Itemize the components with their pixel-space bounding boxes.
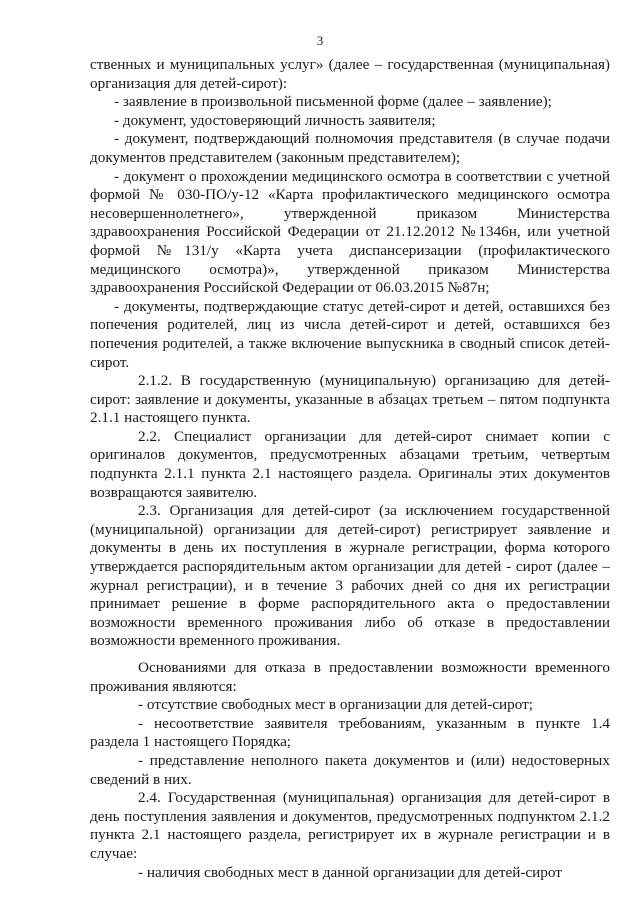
paragraph: 2.1.2. В государственную (муниципальную) организацию для детей-сирот: заявление и документы, указанные в абзацах третьем – пятом подпункта 2.1.1 настоящего пункта. xyxy=(90,372,610,427)
document-body xyxy=(90,56,610,882)
paragraph: - наличия свободных мест в данной организации для детей-сирот xyxy=(138,863,562,881)
paragraph: - документы, подтверждающие статус детей-сирот и детей, оставшихся без попечения родителей, лиц из числа детей-сирот и детей, оставшихся без попечения родителей, а также включение выпускника в сводный список детей-сирот. xyxy=(90,297,610,371)
paragraph: 2.3. Организация для детей-сирот (за исключением государственной (муниципальной) организации для детей-сирот) регистрирует заявление и документы в день их поступления в журнале регистрации, форма которого утверждается распорядительным актом организации для детей - сирот (далее – журнал регистрации), и в течение 3 рабочих дней со дня их регистрации принимает решение в форме распорядительного акта о предоставлении возможности временного проживания либо об отказе в предоставлении возможности временного проживания. xyxy=(90,502,610,650)
paragraph: - документ, подтверждающий полномочия представителя (в случае подачи документов представителем (законным представителем); xyxy=(90,130,610,166)
paragraph: ственных и муниципальных услуг» (далее – государственная (муниципальная) организация для детей-сирот): xyxy=(90,56,610,92)
page-number: 3 xyxy=(316,33,324,48)
paragraph: - заявление в произвольной письменной форме (далее – заявление); xyxy=(114,93,552,111)
paragraph: - отсутствие свободных мест в организации для детей-сирот; xyxy=(138,696,534,714)
paragraph: - несоответствие заявителя требованиям, указанным в пункте 1.4 раздела 1 настоящего Порядка; xyxy=(90,714,610,751)
paragraph: 2.2. Специалист организации для детей-сирот снимает копии с оригиналов документов, предусмотренных абзацами третьим, четвертым подпункта 2.1.1 пункта 2.1 настоящего раздела. Оригиналы этих документов возвращаются заявителю. xyxy=(90,427,610,501)
paragraph: 2.4. Государственная (муниципальная) организация для детей-сирот в день поступления заявления и документов, предусмотренных подпунктом 2.1.2 пункта 2.1 настоящего раздела, регистрирует их в журнале регистрации и в случае: xyxy=(90,789,610,862)
paragraph: - документ, удостоверяющий личность заявителя; xyxy=(114,111,436,129)
paragraph: - документ о прохождении медицинского осмотра в соответствии с учетной формой № 030-ПО/у-12 «Карта профилактического медицинского осмотра несовершеннолетнего», утвержденной приказом Министерства здравоохранения Российской Федерации от 21.12.2012 №1346н, или учетной формой №131/у «Карта учета диспансеризации (профилактического медицинского осмотра)», утвержденной приказом Министерства здравоохранения Российской Федерации от 06.03.2015 №87н; xyxy=(90,167,610,297)
paragraph: - представление неполного пакета документов и (или) недостоверных сведений в них. xyxy=(90,751,610,788)
paragraph: Основаниями для отказа в предоставлении возможности временного проживания являются: xyxy=(90,659,610,695)
